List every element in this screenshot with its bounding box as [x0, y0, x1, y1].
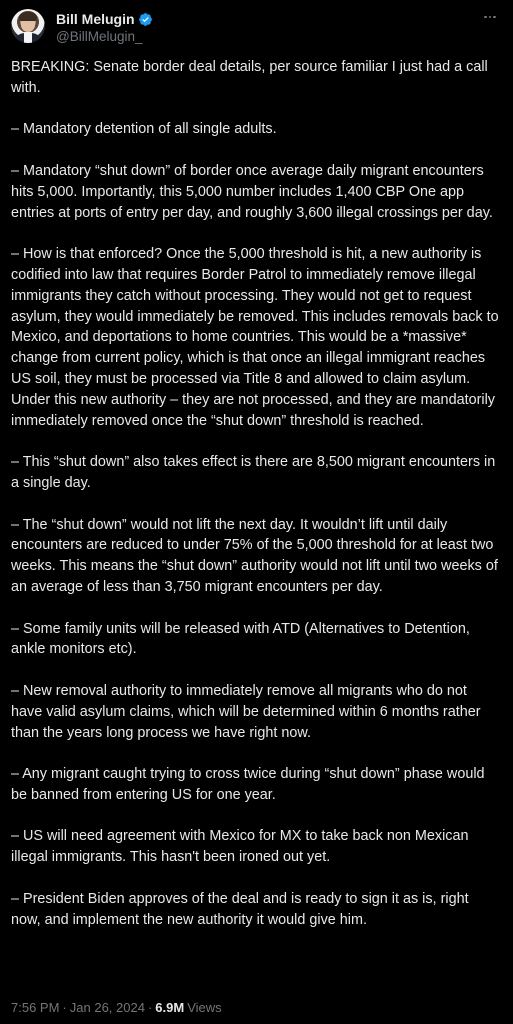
- tweet-paragraph: – The “shut down” would not lift the next day. It wouldn’t lift until daily encounters are reduced to under 75% of the 5,000 threshold for at least two weeks. This means the “shut down” authority would not lift until two weeks of an average of less than 3,750 migrant encounters per day.: [11, 516, 498, 595]
- views-label: Views: [187, 1000, 222, 1015]
- verified-badge-icon: [138, 12, 153, 27]
- tweet-paragraph: BREAKING: Senate border deal details, per source familiar I just had a call with.: [11, 59, 488, 96]
- more-dot: [489, 16, 492, 19]
- meta-separator: ·: [147, 1000, 153, 1015]
- meta-separator: ·: [62, 1000, 67, 1015]
- avatar-shirt: [24, 32, 32, 43]
- tweet-paragraph: – Mandatory detention of all single adults.: [11, 121, 277, 138]
- more-options-icon[interactable]: [481, 9, 499, 25]
- tweet-paragraph: – Some family units will be released with ATD (Alternatives to Detention, ankle monitors etc).: [11, 620, 470, 658]
- author-display-name[interactable]: Bill Melugin: [56, 11, 135, 27]
- more-dot: [493, 16, 496, 19]
- tweet-paragraph: – President Biden approves of the deal and is ready to sign it as is, right now, and implement the new authority it would give him.: [11, 890, 469, 928]
- avatar-hair: [19, 12, 37, 21]
- tweet-time[interactable]: 7:56 PM: [11, 1000, 60, 1015]
- tweet-text: [11, 57, 502, 930]
- tweet-paragraph: – New removal authority to immediately remove all migrants who do not have valid asylum claims, which will be determined within 6 months rather than the years long process we have right now.: [11, 682, 481, 741]
- tweet-metadata: [11, 1000, 222, 1015]
- tweet-paragraph: – Mandatory “shut down” of border once average daily migrant encounters hits 5,000. Importantly, this 5,000 number includes 1,400 CBP One app entries at ports of entry per day, and roughly 3,600 illegal crossings per day.: [11, 162, 493, 221]
- avatar[interactable]: [11, 9, 45, 43]
- tweet-paragraph: – US will need agreement with Mexico for MX to take back non Mexican illegal immigrants. This hasn't been ironed out yet.: [11, 828, 469, 866]
- author-name-row: [56, 10, 153, 28]
- tweet-header: [0, 0, 513, 50]
- tweet-paragraph: – This “shut down” also takes effect is there are 8,500 migrant encounters in a single day.: [11, 454, 496, 491]
- tweet-date[interactable]: Jan 26, 2024: [69, 1000, 145, 1015]
- more-dot: [484, 16, 487, 19]
- tweet-paragraph: – Any migrant caught trying to cross twice during “shut down” phase would be banned from entering US for one year.: [11, 766, 485, 803]
- views-count[interactable]: 6.9M: [155, 1000, 185, 1015]
- tweet-paragraph: – How is that enforced? Once the 5,000 threshold is hit, a new authority is codified into law that requires Border Patrol to immediately remove illegal immigrants they catch without processing. They would not get to request asylum, they would immediately be removed. This includes removals back to Mexico, and deportations to home countries. This would be a *massive* change from current policy, which is that once an illegal immigrant reaches US soil, they must be processed via Title 8 and allowed to claim asylum. Under this new authority – they are not processed, and they are mandatorily immediately removed once the “shut down” threshold is reached.: [11, 246, 499, 429]
- author-handle[interactable]: @BillMelugin_: [56, 29, 143, 44]
